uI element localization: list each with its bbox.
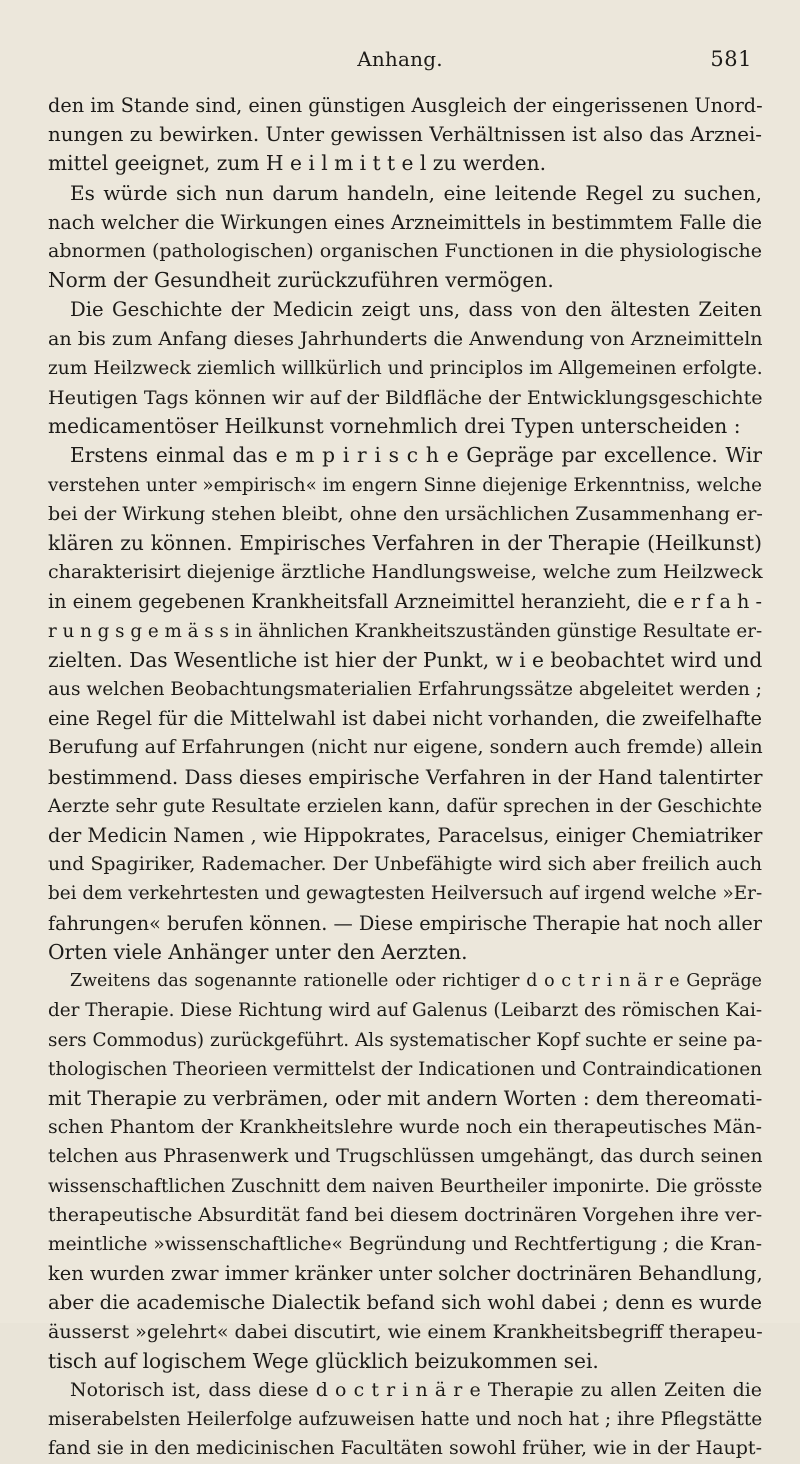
text-line: r u n g s g e m ä s s in ähnlichen Krankheitszuständen günstige Resultate er-: [48, 620, 763, 642]
text-line: miserabelsten Heilerfolge aufzuweisen hatte und noch hat ; ihre Pflegstätte: [48, 1409, 763, 1431]
text-line: der Therapie. Diese Richtung wird auf Galenus (Leibarzt des römischen Kai-: [48, 1000, 763, 1022]
text-line: mittel geeignet, zum H e i l m i t t e l zu werden.: [48, 151, 547, 176]
text-line: telchen aus Phrasenwerk und Trugschlüssen umgehängt, das durch seinen: [48, 1146, 763, 1168]
text-line: Berufung auf Erfahrungen (nicht nur eigene, sondern auch fremde) allein: [48, 736, 763, 759]
text-line: Orten viele Anhänger unter den Aerzten.: [48, 939, 468, 964]
text-line: charakterisirt diejenige ärztliche Handlungsweise, welche zum Heilzweck: [48, 561, 763, 584]
text-line: Notorisch ist, dass diese d o c t r i n ä r e Therapie zu allen Zeiten die: [70, 1378, 762, 1401]
text-line: verstehen unter »empirisch« im engern Sinne diejenige Erkenntniss, welche: [48, 474, 762, 496]
text-line: Die Geschichte der Medicin zeigt uns, dass von den ältesten Zeiten: [70, 298, 762, 322]
text-line: aus welchen Beobachtungsmaterialien Erfahrungssätze abgeleitet werden ;: [48, 679, 762, 701]
paragraph: [48, 91, 762, 179]
paragraph: [48, 295, 762, 441]
text-line: mit Therapie zu verbrämen, oder mit andern Worten : dem thereomati-: [48, 1086, 763, 1110]
paragraph: [48, 441, 762, 967]
text-line: therapeutische Absurdität fand bei diesem doctrinären Vorgehen ihre ver-: [48, 1203, 763, 1226]
page-number: 581: [710, 47, 752, 71]
header-title: Anhang.: [357, 47, 443, 71]
paragraph: [48, 967, 762, 1376]
text-line: tisch auf logischem Wege glücklich beizukommen sei.: [48, 1348, 599, 1373]
text-line: Heutigen Tags können wir auf der Bildfläche der Entwicklungsgeschichte: [48, 386, 763, 410]
text-line: an bis zum Anfang dieses Jahrhunderts die Anwendung von Arzneimitteln: [48, 327, 763, 350]
text-line: Zweitens das sogenannte rationelle oder richtiger d o c t r i n ä r e Gepräge: [70, 971, 762, 992]
text-line: fand sie in den medicinischen Facultäten sowohl früher, wie in der Haupt-: [48, 1437, 762, 1460]
text-line: Es würde sich nun darum handeln, eine leitende Regel zu suchen,: [70, 180, 762, 205]
text-line: aber die academische Dialectik befand sich wohl dabei ; denn es wurde: [48, 1291, 762, 1315]
text-line: zielten. Das Wesentliche ist hier der Punkt, w i e beobachtet wird und: [48, 647, 763, 672]
text-line: abnormen (pathologischen) organischen Functionen in die physiologische: [48, 240, 763, 263]
text-line: nach welcher die Wirkungen eines Arzneimittels in bestimmtem Falle die: [48, 210, 762, 234]
text-line: ken wurden zwar immer kränker unter solcher doctrinären Behandlung,: [48, 1262, 763, 1286]
paragraph: [48, 179, 762, 296]
text-line: Erstens einmal das e m p i r i s c h e Gepräge par excellence. Wir: [70, 443, 762, 468]
text-line: klären zu können. Empirisches Verfahren in der Therapie (Heilkunst): [48, 531, 762, 556]
text-line: meintliche »wissenschaftliche« Begründung und Rechtfertigung ; die Kran-: [48, 1233, 762, 1255]
text-line: wissenschaftlichen Zuschnitt dem naiven Beurtheiler imponirte. Die grösste: [48, 1175, 763, 1197]
text-line: und Spagiriker, Rademacher. Der Unbefähigte wird sich aber freilich auch: [48, 853, 762, 876]
text-line: thologischen Theorieen vermittelst der Indicationen und Contraindicationen: [48, 1058, 762, 1080]
text-line: nungen zu bewirken. Unter gewissen Verhältnissen ist also das Arznei-: [48, 123, 762, 147]
text-line: medicamentöser Heilkunst vornehmlich drei Typen unterscheiden :: [48, 414, 741, 439]
text-line: äusserst »gelehrt« dabei discutirt, wie einem Krankheitsbegriff therapeu-: [48, 1320, 763, 1343]
text-line: schen Phantom der Krankheitslehre wurde noch ein therapeutisches Män-: [48, 1116, 762, 1139]
text-line: Aerzte sehr gute Resultate erzielen kann, dafür sprechen in der Geschichte: [48, 795, 763, 817]
text-line: in einem gegebenen Krankheitsfall Arzneimittel heranzieht, die e r f a h -: [48, 590, 762, 614]
body-text: [48, 91, 762, 1464]
text-line: Norm der Gesundheit zurückzuführen vermögen.: [48, 268, 554, 293]
text-line: der Medicin Namen , wie Hippokrates, Paracelsus, einiger Chemiatriker: [48, 824, 763, 848]
text-line: eine Regel für die Mittelwahl ist dabei nicht vorhanden, die zweifelhafte: [48, 707, 762, 731]
text-line: bestimmend. Dass dieses empirische Verfahren in der Hand talentirter: [48, 765, 763, 789]
paragraph: [48, 1376, 762, 1464]
running-header: [48, 47, 752, 77]
text-line: fahrungen« berufen können. — Diese empirische Therapie hat noch aller: [48, 911, 762, 935]
text-line: zum Heilzweck ziemlich willkürlich und principlos im Allgemeinen erfolgte.: [48, 357, 763, 379]
text-line: bei der Wirkung stehen bleibt, ohne den ursächlichen Zusammenhang er-: [48, 502, 763, 525]
text-line: sers Commodus) zurückgeführt. Als systematischer Kopf suchte er seine pa-: [48, 1029, 763, 1051]
text-line: den im Stande sind, einen günstigen Ausgleich der eingerissenen Unord-: [48, 94, 763, 117]
text-line: bei dem verkehrtesten und gewagtesten Heilversuch auf irgend welche »Er-: [48, 883, 763, 905]
